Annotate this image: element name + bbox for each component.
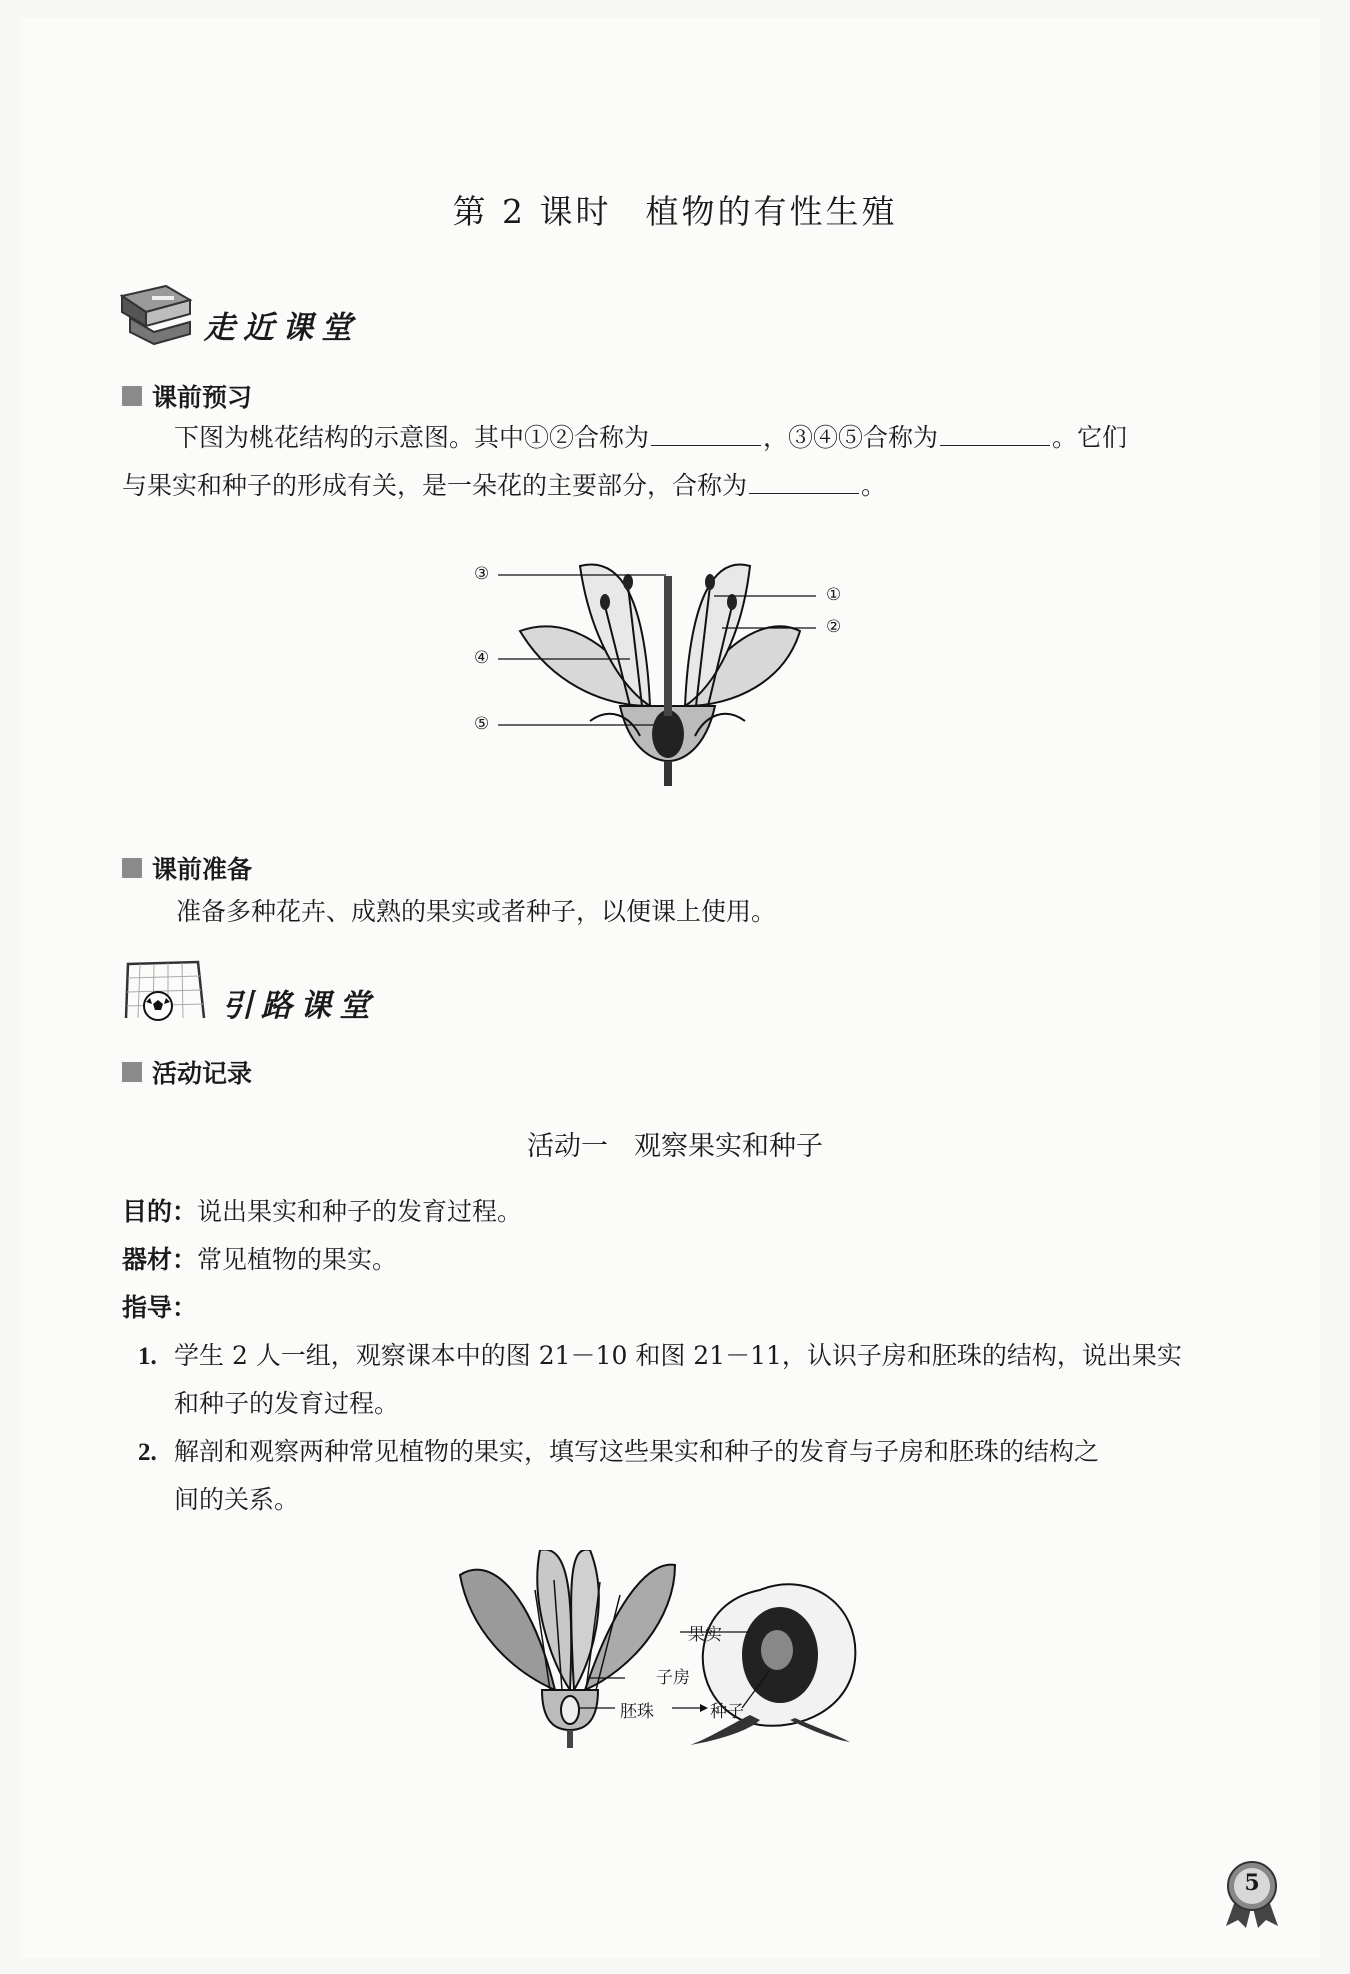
lesson-number: 第 2 课时 bbox=[452, 192, 612, 231]
section-heading-preview: 课前预习 bbox=[122, 378, 252, 414]
preview-line-1: 下图为桃花结构的示意图。其中①②合称为 ，③④⑤合称为 。它们 bbox=[174, 423, 1128, 452]
square-bullet-icon bbox=[122, 1062, 142, 1082]
ovule-label: 胚珠 bbox=[620, 1702, 654, 1722]
lesson-name: 植物的有性生殖 bbox=[645, 192, 898, 231]
activity-title: 活动一 观察果实和种子 bbox=[527, 1131, 823, 1162]
soccer-goal-icon bbox=[120, 958, 210, 1022]
section-heading-prepare: 课前准备 bbox=[122, 850, 252, 886]
flower-label-4: ④ bbox=[474, 648, 490, 668]
step-item-2-cont: 间的关系。 bbox=[174, 1485, 300, 1514]
square-bullet-icon bbox=[122, 386, 142, 406]
band-title-approach: 走近课堂 bbox=[204, 310, 360, 346]
goal-line: 目的：说出果实和种子的发育过程。 bbox=[122, 1197, 523, 1226]
section-heading-activity-record: 活动记录 bbox=[122, 1054, 252, 1090]
page-number-badge bbox=[1222, 1858, 1282, 1930]
book-stack-icon bbox=[116, 282, 196, 346]
step-item-1-cont: 和种子的发育过程。 bbox=[174, 1389, 400, 1418]
preview-line-2: 与果实和种子的形成有关，是一朵花的主要部分，合称为 。 bbox=[122, 471, 887, 500]
flower-to-fruit-diagram bbox=[450, 1550, 880, 1750]
square-bullet-icon bbox=[122, 858, 142, 878]
page-number: 5 bbox=[1244, 1870, 1260, 1896]
material-line: 器材：常见植物的果实。 bbox=[122, 1245, 398, 1274]
prepare-text: 准备多种花卉、成熟的果实或者种子，以便课上使用。 bbox=[176, 897, 777, 926]
ovary-label: 子房 bbox=[656, 1668, 690, 1688]
band-title-guide: 引路课堂 bbox=[222, 988, 378, 1024]
lesson-title bbox=[0, 186, 1350, 233]
blank-field-2[interactable] bbox=[940, 422, 1050, 446]
flower-label-5: ⑤ bbox=[474, 714, 490, 734]
seed-label: 种子 bbox=[710, 1702, 744, 1722]
flower-label-1: ① bbox=[826, 585, 842, 605]
peach-flower-diagram bbox=[470, 556, 870, 786]
step-item-1: 1. 学生 2 人一组，观察课本中的图 21－10 和图 21－11，认识子房和胚珠的结构，说出果实 bbox=[138, 1341, 1182, 1370]
step-item-2: 2. 解剖和观察两种常见植物的果实，填写这些果实和种子的发育与子房和胚珠的结构之 bbox=[138, 1437, 1100, 1466]
guide-label: 指导： bbox=[122, 1293, 198, 1322]
flower-label-3: ③ bbox=[474, 564, 490, 584]
fruit-label: 果实 bbox=[688, 1625, 722, 1645]
flower-label-2: ② bbox=[826, 617, 842, 637]
blank-field-1[interactable] bbox=[651, 422, 761, 446]
blank-field-3[interactable] bbox=[749, 470, 859, 494]
